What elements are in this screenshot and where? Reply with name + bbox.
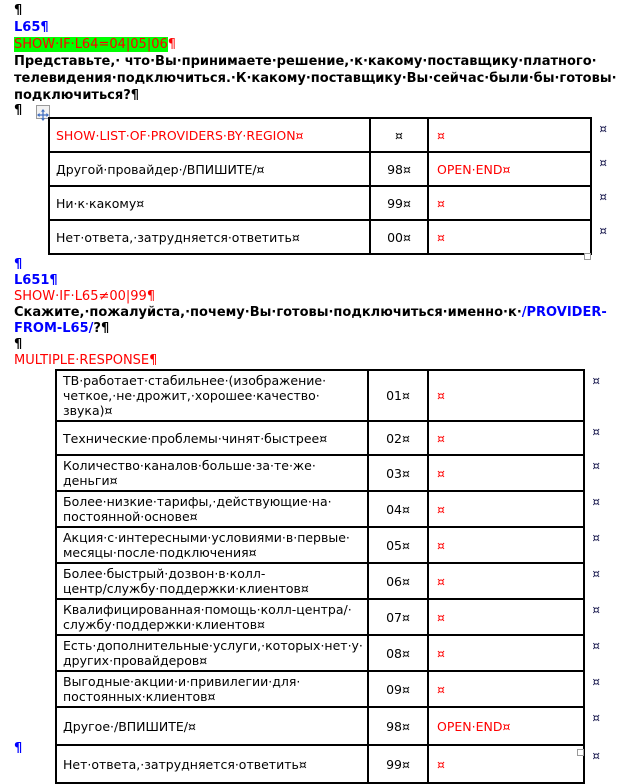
question-text: ? xyxy=(93,321,101,336)
table-row xyxy=(57,371,600,422)
answer-label-cell[interactable] xyxy=(57,600,369,636)
answer-code-cell[interactable]: 08¤ xyxy=(369,636,429,672)
section-l651 xyxy=(14,257,628,369)
question-code-text: L651¶ xyxy=(14,273,58,288)
multiple-response-line[interactable] xyxy=(14,353,628,369)
row-end-mark: ¤ xyxy=(592,459,600,473)
answer-note-cell[interactable]: ¤ xyxy=(429,119,592,153)
empty-paragraph-mark xyxy=(14,2,628,19)
answer-code-cell[interactable]: 00¤ xyxy=(371,221,429,255)
answer-label-cell[interactable] xyxy=(50,119,371,153)
answer-table-l65[interactable] xyxy=(48,117,607,255)
multiple-response-text: MULTIPLE·RESPONSE¶ xyxy=(14,353,158,368)
answer-label-line: Другое·/ВПИШИТЕ/¤ xyxy=(63,718,196,734)
answer-label-line: службу·поддержки·клиентов¤ xyxy=(63,617,266,632)
table-row xyxy=(57,672,600,708)
row-end-mark: ¤ xyxy=(592,603,600,617)
answer-label-line: Технические·проблемы·чинят·быстрее¤ xyxy=(63,430,328,446)
answer-label-line: Ни·к·какому¤ xyxy=(56,195,145,211)
answer-label-line: Акция·с·интересными·условиями·в·первые· xyxy=(63,530,350,545)
question-code-text: L65¶ xyxy=(14,20,49,35)
question-l65-line1[interactable] xyxy=(14,53,628,70)
provider-placeholder-part1: /PROVIDER- xyxy=(521,305,607,320)
answer-note-cell[interactable]: ¤ xyxy=(429,746,585,784)
answer-code-cell[interactable]: ¤ xyxy=(371,119,429,153)
answer-note-cell[interactable]: ¤ xyxy=(429,492,585,528)
answer-label-line: деньги¤ xyxy=(63,473,118,488)
table-row xyxy=(57,564,600,600)
question-code-l65[interactable] xyxy=(14,19,628,36)
table-resize-icon[interactable] xyxy=(577,749,584,756)
pilcrow-mark: ¶ xyxy=(14,103,23,118)
table-row xyxy=(57,456,600,492)
answer-note-cell[interactable]: ¤ xyxy=(429,456,585,492)
answer-label-line: Выгодные·акции·и·привилегии·для· xyxy=(63,674,301,689)
question-code-l651[interactable] xyxy=(14,273,628,289)
answer-code-cell[interactable]: 07¤ xyxy=(369,600,429,636)
answer-note-cell[interactable]: ¤ xyxy=(429,564,585,600)
answer-note-cell[interactable]: ¤ xyxy=(429,422,585,456)
answer-note-cell[interactable]: ¤ xyxy=(429,528,585,564)
row-end-mark: ¤ xyxy=(599,190,607,204)
answer-table-l651-body xyxy=(57,371,600,784)
answer-label-line: SHOW·LIST·OF·PROVIDERS·BY·REGION¤ xyxy=(56,127,304,143)
question-text: Скажите,·пожалуйста,·почему·Вы·готовы·подключиться·именно·к· xyxy=(14,305,522,320)
answer-label-cell[interactable] xyxy=(57,492,369,528)
answer-code-cell[interactable]: 01¤ xyxy=(369,371,429,422)
provider-placeholder-part2: FROM-L65/ xyxy=(14,321,94,336)
table-row xyxy=(57,422,600,456)
answer-label-line: Нет·ответа,·затрудняется·ответить¤ xyxy=(56,229,300,245)
row-end-mark: ¤ xyxy=(592,425,600,439)
answer-note-cell[interactable]: ¤ xyxy=(429,672,585,708)
row-end-mark: ¤ xyxy=(592,567,600,581)
row-end-mark: ¤ xyxy=(592,675,600,689)
answer-label-line: Другой·провайдер·/ВПИШИТЕ/¤ xyxy=(56,161,265,177)
pilcrow-mark: ¶ xyxy=(14,257,23,272)
answer-label-line: месяцы·после·подключения¤ xyxy=(63,545,257,560)
answer-code-cell[interactable]: 03¤ xyxy=(369,456,429,492)
row-end-mark: ¤ xyxy=(599,156,607,170)
table-row xyxy=(57,528,600,564)
answer-label-line: Нет·ответа,·затрудняется·ответить¤ xyxy=(63,756,307,772)
answer-label-cell[interactable] xyxy=(57,636,369,672)
show-if-condition-highlighted: SHOW·IF·L64=04|05|06 xyxy=(14,37,168,52)
row-end-mark: ¤ xyxy=(599,122,607,136)
row-end-mark: ¤ xyxy=(592,531,600,545)
row-end-mark: ¤ xyxy=(592,711,600,725)
table-row xyxy=(50,187,607,221)
show-if-l65-line[interactable] xyxy=(14,36,628,53)
answer-label-line: Количество·каналов·больше·за·те·же· xyxy=(63,458,316,473)
question-l65-line3[interactable] xyxy=(14,87,628,104)
show-if-l651-line[interactable] xyxy=(14,289,628,305)
answer-code-cell[interactable]: 02¤ xyxy=(369,422,429,456)
question-l651-line2[interactable] xyxy=(14,321,628,337)
answer-label-line: звука)¤ xyxy=(63,403,113,418)
answer-code-cell[interactable]: 04¤ xyxy=(369,492,429,528)
answer-label-cell[interactable] xyxy=(50,221,371,255)
answer-label-cell[interactable] xyxy=(57,746,369,784)
answer-code-cell[interactable]: 98¤ xyxy=(371,153,429,187)
answer-label-line: Более·низкие·тарифы,·действующие·на· xyxy=(63,494,332,509)
pilcrow-mark: ¶ xyxy=(14,3,23,18)
answer-label-line: Есть·дополнительные·услуги,·которых·нет·у· xyxy=(63,638,363,653)
answer-label-cell[interactable] xyxy=(57,528,369,564)
answer-code-cell[interactable]: 98¤ xyxy=(369,708,429,746)
answer-label-line: Более·быстрый·дозвон·в·колл- xyxy=(63,566,266,581)
answer-note-cell[interactable]: OPEN·END¤ xyxy=(429,708,585,746)
table-row xyxy=(57,492,600,528)
answer-note-cell[interactable]: ¤ xyxy=(429,371,585,422)
question-text: телевидения·подключиться.·К·какому·поставщику·Вы·сейчас·были·бы·готовы· xyxy=(14,71,617,86)
answer-label-line: центр/службу·поддержки·клиентов¤ xyxy=(63,581,309,596)
row-end-mark: ¤ xyxy=(592,749,600,763)
answer-label-cell[interactable] xyxy=(57,422,369,456)
answer-code-cell[interactable]: 99¤ xyxy=(371,187,429,221)
question-l651-line1[interactable] xyxy=(14,305,628,321)
answer-label-cell[interactable] xyxy=(57,708,369,746)
answer-label-cell[interactable] xyxy=(57,672,369,708)
pilcrow-mark: ¶ xyxy=(130,88,140,103)
row-end-mark: ¤ xyxy=(592,639,600,653)
answer-code-cell[interactable]: 09¤ xyxy=(369,672,429,708)
answer-note-cell[interactable]: ¤ xyxy=(429,600,585,636)
answer-table-l65-body xyxy=(50,119,607,255)
answer-label-line: других·провайдеров¤ xyxy=(63,653,208,668)
table-row xyxy=(57,600,600,636)
show-if-condition: SHOW·IF·L65≠00|99¶ xyxy=(14,289,156,304)
answer-label-cell[interactable] xyxy=(57,456,369,492)
answer-note-cell[interactable]: ¤ xyxy=(429,221,592,255)
pilcrow-mark: ¶ xyxy=(167,37,177,52)
answer-note-cell[interactable]: ¤ xyxy=(429,187,592,221)
row-end-mark: ¤ xyxy=(599,224,607,238)
pilcrow-mark: ¶ xyxy=(14,337,23,352)
question-text: подключиться? xyxy=(14,88,131,103)
table-row xyxy=(50,153,607,187)
answer-code-cell[interactable]: 05¤ xyxy=(369,528,429,564)
answer-label-line: постоянной·основе¤ xyxy=(63,509,198,524)
answer-label-cell[interactable] xyxy=(57,564,369,600)
row-end-mark: ¤ xyxy=(592,495,600,509)
pre-table-line xyxy=(14,104,628,117)
answer-label-line: Квалифицированная·помощь·колл-центра/· xyxy=(63,602,352,617)
pilcrow-mark: ¶ xyxy=(100,321,110,336)
table-row xyxy=(57,708,600,746)
answer-label-line: четкое,·не·дрожит,·хорошее·качество· xyxy=(63,388,320,403)
row-end-mark: ¤ xyxy=(592,374,600,388)
answer-note-cell[interactable]: OPEN·END¤ xyxy=(429,153,592,187)
question-l65-line2[interactable] xyxy=(14,70,628,87)
answer-label-line: постоянных·клиентов¤ xyxy=(63,689,216,704)
answer-code-cell[interactable]: 06¤ xyxy=(369,564,429,600)
pilcrow-mark: ¶ xyxy=(14,741,23,756)
answer-label-line: ТВ·работает·стабильнее·(изображение· xyxy=(63,373,327,388)
empty-paragraph-mark xyxy=(14,337,628,353)
table-row xyxy=(57,746,600,784)
answer-label-cell[interactable] xyxy=(57,371,369,422)
answer-table-l651[interactable] xyxy=(55,369,600,784)
answer-code-cell[interactable]: 99¤ xyxy=(369,746,429,784)
empty-paragraph-mark xyxy=(14,257,628,273)
answer-note-cell[interactable]: ¤ xyxy=(429,636,585,672)
table-row xyxy=(50,119,607,153)
table-row xyxy=(50,221,607,255)
table-resize-icon[interactable] xyxy=(584,253,591,260)
table-row xyxy=(57,636,600,672)
question-text: Представьте,· что·Вы·принимаете·решение,·к·какому·поставщику·платного· xyxy=(14,54,597,69)
answer-label-cell[interactable] xyxy=(50,187,371,221)
answer-label-cell[interactable] xyxy=(50,153,371,187)
